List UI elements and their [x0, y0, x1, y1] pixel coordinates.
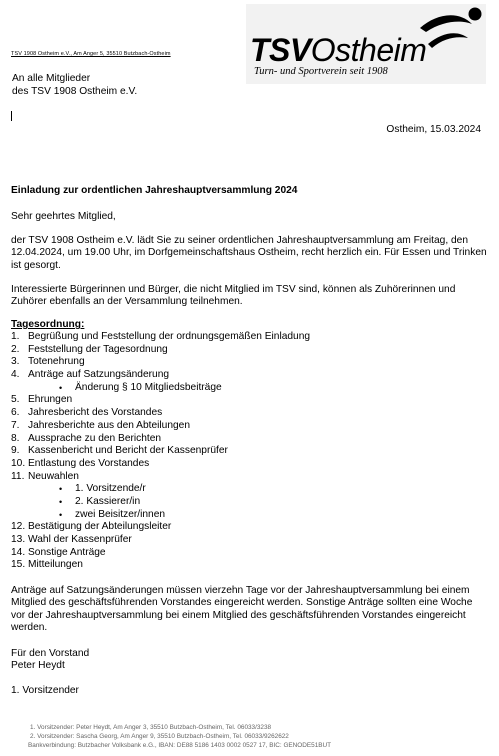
agenda-item: 4. Anträge auf Satzungsänderung — [11, 369, 170, 381]
bullet-icon: • — [59, 382, 63, 393]
agenda-item: 2. Feststellung der Tagesordnung — [11, 343, 168, 355]
signer-role: 1. Vorsitzender — [11, 685, 79, 696]
guests-paragraph: Interessierte Bürgerinnen und Bürger, die nicht Mitglied im TSV sind, können als Zuhörerinnen und Zuhörer ebenfalls an der Versammlung teilnehmen. — [11, 284, 456, 308]
footer-bank-details: Bankverbindung: Butzbacher Volksbank e.G., IBAN: DE88 5186 1403 0002 0527 17, BIC: GENODE51BUT — [28, 742, 332, 749]
sender-line: TSV 1908 Ostheim e.V., Am Anger 5, 35510 Butzbach-Ostheim — [11, 51, 171, 57]
agenda-item: 6. Jahresbericht des Vorstandes — [11, 407, 163, 419]
agenda-item: 7. Jahresberichte aus den Abteilungen — [11, 419, 190, 431]
athlete-figure-icon — [414, 4, 488, 52]
club-logo — [246, 4, 490, 84]
intro-paragraph: der TSV 1908 Ostheim e.V. lädt Sie zu seiner ordentlichen Jahreshauptversammlung am Freitag, den 12.04.2024, um 19.00 Uhr, im Dorfgemeinschaftshaus Ostheim, recht herzlich ein. Für Essen und Trinken ist gesorgt. — [11, 235, 487, 271]
logo-tsv: TSV — [250, 32, 311, 68]
agenda-subitem: • 2. Kassierer/in — [59, 495, 141, 507]
agenda-item: 9. Kassenbericht und Bericht der Kassenprüfer — [11, 445, 228, 457]
text-cursor — [11, 111, 12, 121]
bullet-icon: • — [59, 484, 63, 495]
agenda-item: 14. Sonstige Anträge — [11, 546, 106, 558]
agenda-item: 3. Totenehrung — [11, 356, 85, 368]
agenda-item: 13. Wahl der Kassenprüfer — [11, 534, 132, 545]
salutation: Sehr geehrtes Mitglied, — [11, 211, 116, 222]
closing-line: Für den Vorstand — [11, 648, 90, 659]
agenda-item: 5. Ehrungen — [11, 394, 73, 406]
agenda-item: 10. Entlastung des Vorstandes — [11, 457, 150, 469]
logo-wordmark — [250, 32, 426, 69]
agenda-item: 8. Aussprache zu den Berichten — [11, 432, 162, 444]
recipient-line-2: des TSV 1908 Ostheim e.V. — [12, 86, 138, 97]
letter-title: Einladung zur ordentlichen Jahreshauptversammlung 2024 — [11, 185, 298, 196]
agenda-subitem: • zwei Beisitzer/innen — [59, 508, 166, 520]
footer-chair-2: 2. Vorsitzender: Sascha Georg, Am Anger 9, 35510 Butzbach-Ostheim, Tel. 06033/9262622 — [30, 733, 289, 740]
signer-name: Peter Heydt — [11, 660, 65, 671]
logo-tagline: Turn- und Sportverein seit 1908 — [254, 66, 388, 77]
letter-date: Ostheim, 15.03.2024 — [386, 124, 481, 135]
agenda-item: 11. Neuwahlen — [11, 470, 79, 482]
bullet-icon: • — [59, 496, 63, 507]
bullet-icon: • — [59, 509, 63, 520]
agenda-item: 12. Bestätigung der Abteilungsleiter — [11, 521, 172, 533]
motions-paragraph: Anträge auf Satzungsänderungen müssen vierzehn Tage vor der Jahreshauptversammlung bei einem Mitglied des geschäftsführenden Vorstandes eingereicht werden. Sonstige Anträge sollten eine Woche vor der Jahreshauptversammlung bei einem Mitglied des geschäftsführenden Vorstandes eingereicht werden. — [11, 585, 473, 633]
logo-ostheim: Ostheim — [310, 32, 427, 68]
footer-chair-1: 1. Vorsitzender: Peter Heydt, Am Anger 3, 35510 Butzbach-Ostheim, Tel. 06033/3238 — [30, 724, 272, 731]
agenda-item: 15. Mitteilungen — [11, 559, 83, 571]
agenda-item: 1. Begrüßung und Feststellung der ordnungsgemäßen Einladung — [11, 331, 311, 342]
recipient-line-1: An alle Mitglieder — [12, 73, 91, 84]
agenda-heading: Tagesordnung: — [11, 319, 85, 330]
agenda-subitem: • 1. Vorsitzende/r — [59, 483, 146, 495]
agenda-subitem: • Änderung § 10 Mitgliedsbeiträge — [59, 381, 222, 393]
agenda-list — [11, 331, 310, 572]
recipient-address — [12, 72, 137, 98]
